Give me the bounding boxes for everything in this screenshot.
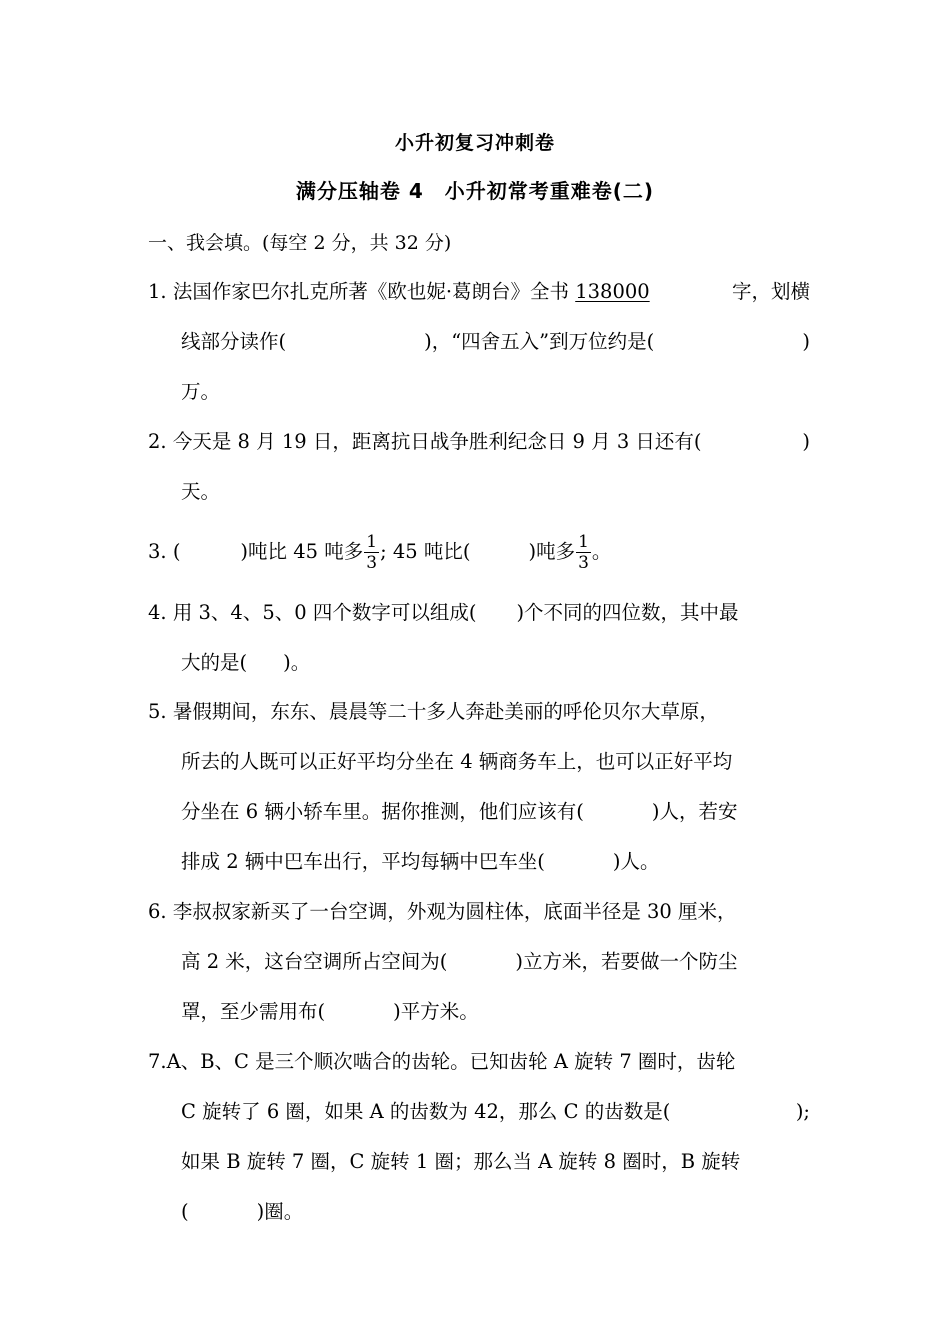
question-text: 暑假期间，东东、晨晨等二十多人奔赴美丽的呼伦贝尔大草原， — [172, 700, 719, 723]
question-text: 排成 2 辆中巴车出行，平均每辆中巴车坐( — [181, 850, 545, 873]
exam-series-title: 小升初复习冲刺卷 — [394, 132, 555, 154]
question-text: 法国作家巴尔扎克所著《欧也妮·葛朗台》全书 — [172, 280, 570, 303]
question-text: )人。 — [612, 850, 660, 873]
question-text: )吨比 45 吨多 — [240, 540, 364, 563]
question-text: 李叔叔家新买了一台空调，外观为圆柱体，底面半径是 30 厘米， — [172, 900, 737, 923]
question-text: ( — [172, 540, 181, 563]
question-text: )吨多 — [528, 540, 576, 563]
question-text: 。 — [591, 540, 612, 563]
section-heading: 一、我会填。(每空 2 分，共 32 分) — [148, 232, 452, 254]
question-text: )，“四舍五入”到万位约是( — [424, 330, 655, 353]
question-text: )平方米。 — [393, 1000, 479, 1023]
question-text: ( — [181, 1200, 189, 1223]
exam-title: 满分压轴卷 4 小升初常考重难卷(二) — [295, 179, 655, 203]
question-number: 5. — [148, 700, 167, 723]
question-text: C 旋转了 6 圈，如果 A 的齿数为 42，那么 C 的齿数是( — [181, 1100, 671, 1123]
question-text: 天。 — [181, 480, 221, 503]
question-text: 用 3、4、5、0 四个数字可以组成( — [172, 601, 477, 624]
question-number: 2. — [148, 430, 167, 453]
question-number: 3. — [148, 540, 167, 563]
question-text: )。 — [283, 651, 311, 674]
question-text: 分坐在 6 辆小轿车里。据你推测，他们应该有( — [181, 800, 584, 823]
question-text: 所去的人既可以正好平均分坐在 4 辆商务车上，也可以正好平均 — [181, 750, 733, 773]
question-text: )圈。 — [256, 1200, 304, 1223]
question-text: 如果 B 旋转 7 圈，C 旋转 1 圈；那么当 A 旋转 8 圈时，B 旋转 — [181, 1150, 741, 1173]
question-text: 万。 — [181, 380, 221, 403]
question-text: )个不同的四位数，其中最 — [516, 601, 739, 624]
question-text: A、B、C 是三个顺次啮合的齿轮。已知齿轮 A 旋转 7 圈时，齿轮 — [166, 1050, 736, 1073]
underlined-number: 138000 — [575, 280, 650, 303]
question-text: ); — [795, 1100, 810, 1123]
question-number: 7. — [148, 1050, 167, 1073]
fraction-one-third: $\frac{1}{3}$ — [578, 532, 589, 573]
question-text: 大的是( — [181, 651, 248, 674]
question-text: ) — [802, 330, 810, 353]
question-text: 高 2 米，这台空调所占空间为( — [181, 950, 448, 973]
question-number: 4. — [148, 601, 167, 624]
question-number: 6. — [148, 900, 167, 923]
question-text: ; 45 吨比( — [380, 540, 471, 563]
fraction-one-third: $\frac{1}{3}$ — [366, 532, 378, 573]
question-text: 线部分读作( — [181, 330, 287, 353]
question-text: 罩，至少需用布( — [181, 1000, 326, 1023]
question-text: ) — [802, 430, 810, 453]
question-text: )人，若安 — [651, 800, 738, 823]
question-text: 字，划横 — [731, 280, 810, 303]
question-text: 今天是 8 月 19 日，距离抗日战争胜利纪念日 9 月 3 日还有( — [172, 430, 702, 453]
question-text: )立方米，若要做一个防尘 — [515, 950, 738, 973]
question-number: 1. — [148, 280, 167, 303]
